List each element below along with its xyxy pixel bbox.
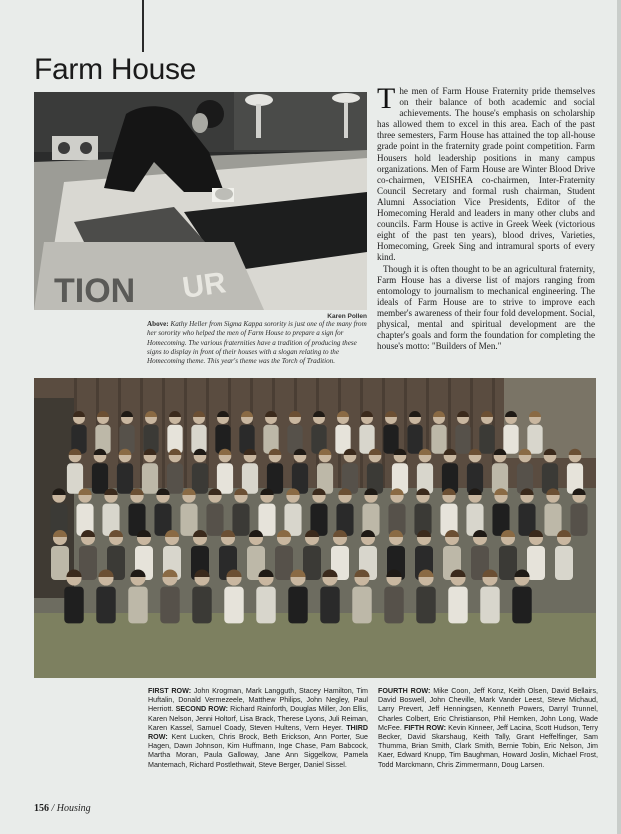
photo-credit: Karen Pollen	[327, 313, 367, 320]
group-photo-illustration	[34, 378, 596, 678]
second-row-names: Richard Rainforth, Douglas Miller, Jon Ellis, Karen Nelson, Jenni Holtorf, Lisa Brack, Therese Lyons, Juli Reiman, Karen Kassel, Samuel Coady, Steven Hultens, Vern Heyer.	[148, 705, 369, 732]
first-row-names: John Krogman, Mark Langguth, Stacey Hamilton, Tim Huftalin, Donald Vermezeele, Matthew Philips, John Negley, Paul Herriott.	[148, 687, 368, 714]
photo-caption	[147, 320, 369, 366]
caption-lead: Above:	[147, 320, 169, 328]
article-paragraph-1-text: he men of Farm House Fraternity pride themselves on their balance of both academic and social achievements. The house's emphasis on scholarship has allowed them to excel in this area. Each of the past three semesters, Farm House has attained the top all-house grade point in the fraternity grade point competition. Farm Housers hold leadership positions in many campus organizations. Men of Farm House are Winter Blood Drive co-chairmen, VEISHEA co-chairmen, Inter-Fraternity Council Secretary and formal rush chairman, Student Alumni Association Vice Presidents, Editor of the Homecoming Herald and leaders in many other clubs and councils. Farm House is active in Greek Week (victorious eight of the past ten years), blood drives, Varieties, Homecoming, Greek Sing and intramural sports of every kind.	[377, 86, 595, 263]
second-row-label: SECOND ROW:	[175, 705, 228, 714]
third-row-names: Kent Lucken, Chris Brock, Beth Erickson, Ann Porter, Sue Hagen, Dawn Johnson, Kim Huffmann, Inge Chase, Pam Babcock, Martha Moran, Paula Galloway, Jane Ann Siggelkow, Pamela Mantemach, Richard Postlethwait, Steve Berger, Daniel Sissel.	[148, 733, 368, 769]
article-paragraph-1	[377, 82, 595, 264]
article-body	[377, 82, 595, 352]
fourth-row-label: FOURTH ROW:	[378, 687, 431, 695]
svg-text:UR: UR	[180, 266, 228, 305]
group-photo	[34, 378, 596, 678]
article-paragraph-2: Though it is often thought to be an agricultural fraternity, Farm House has a diverse list of majors ranging from entomology to journalism to mechanical engineering. The ideals of Farm House are to strive to improve each member's awareness of their four fold development. Social, physical, mental and spiritual development are the chapter's goals and form the foundation for completing the house's motto: "Builders of Men."	[377, 263, 595, 352]
roster-column-right	[378, 687, 598, 770]
homecoming-sign-photo-illustration	[34, 92, 367, 310]
roster-column-left	[148, 687, 368, 770]
vertical-rule	[142, 0, 144, 52]
first-row-label: FIRST ROW:	[148, 687, 192, 695]
caption-text: Kathy Heller from Sigma Kappa sorority is just one of the many from her sorority who helped the men of Farm House to prepare a sign for Homecoming. The various fraternities have a tradition of producing these signs to display in front of their houses with a slogan relating to the Homecoming theme. This year's theme was the Torch of Tradition.	[147, 320, 367, 366]
drop-cap: T	[377, 82, 396, 115]
homecoming-sign-photo	[34, 92, 367, 310]
fourth-row-names: Mike Coon, Jeff Konz, Keith Olsen, David Bellairs, David Boswell, John Cheville, Mark Vander Leest, Steve Michaud, Larry Prevert, Jeff Henningsen, Kenneth Powers, Darryl Trunnel, Charles Colbert, Eric Christianson, Phil Hemken, John Long, Wade McFee.	[378, 687, 598, 732]
fifth-row-label: FIFTH ROW:	[403, 723, 447, 732]
section-name: Housing	[56, 803, 91, 814]
fifth-row-names: Kevin Kinneer, Jeff Lacina, Scott Hudson, Terry Becker, David Skarshaug, Keith Tally, Grant Heffelfinger, Sam Thumma, Brian Smith, Clark Smith, Bernie Tobin, Eric Nelson, Jim Kaer, Edward Knupp, Tim Baughman, Howard Joslin, Michael Frost, Todd Marckmann, Chris Zimmermann, Doug Larsen.	[378, 723, 599, 769]
page-edge	[617, 0, 621, 834]
page-number: 156	[34, 803, 49, 814]
page-title: Farm House	[34, 53, 197, 86]
third-row-label: THIRD ROW:	[148, 723, 369, 742]
page-folio: 156 / Housing	[34, 803, 91, 814]
svg-text:TION: TION	[54, 272, 136, 310]
